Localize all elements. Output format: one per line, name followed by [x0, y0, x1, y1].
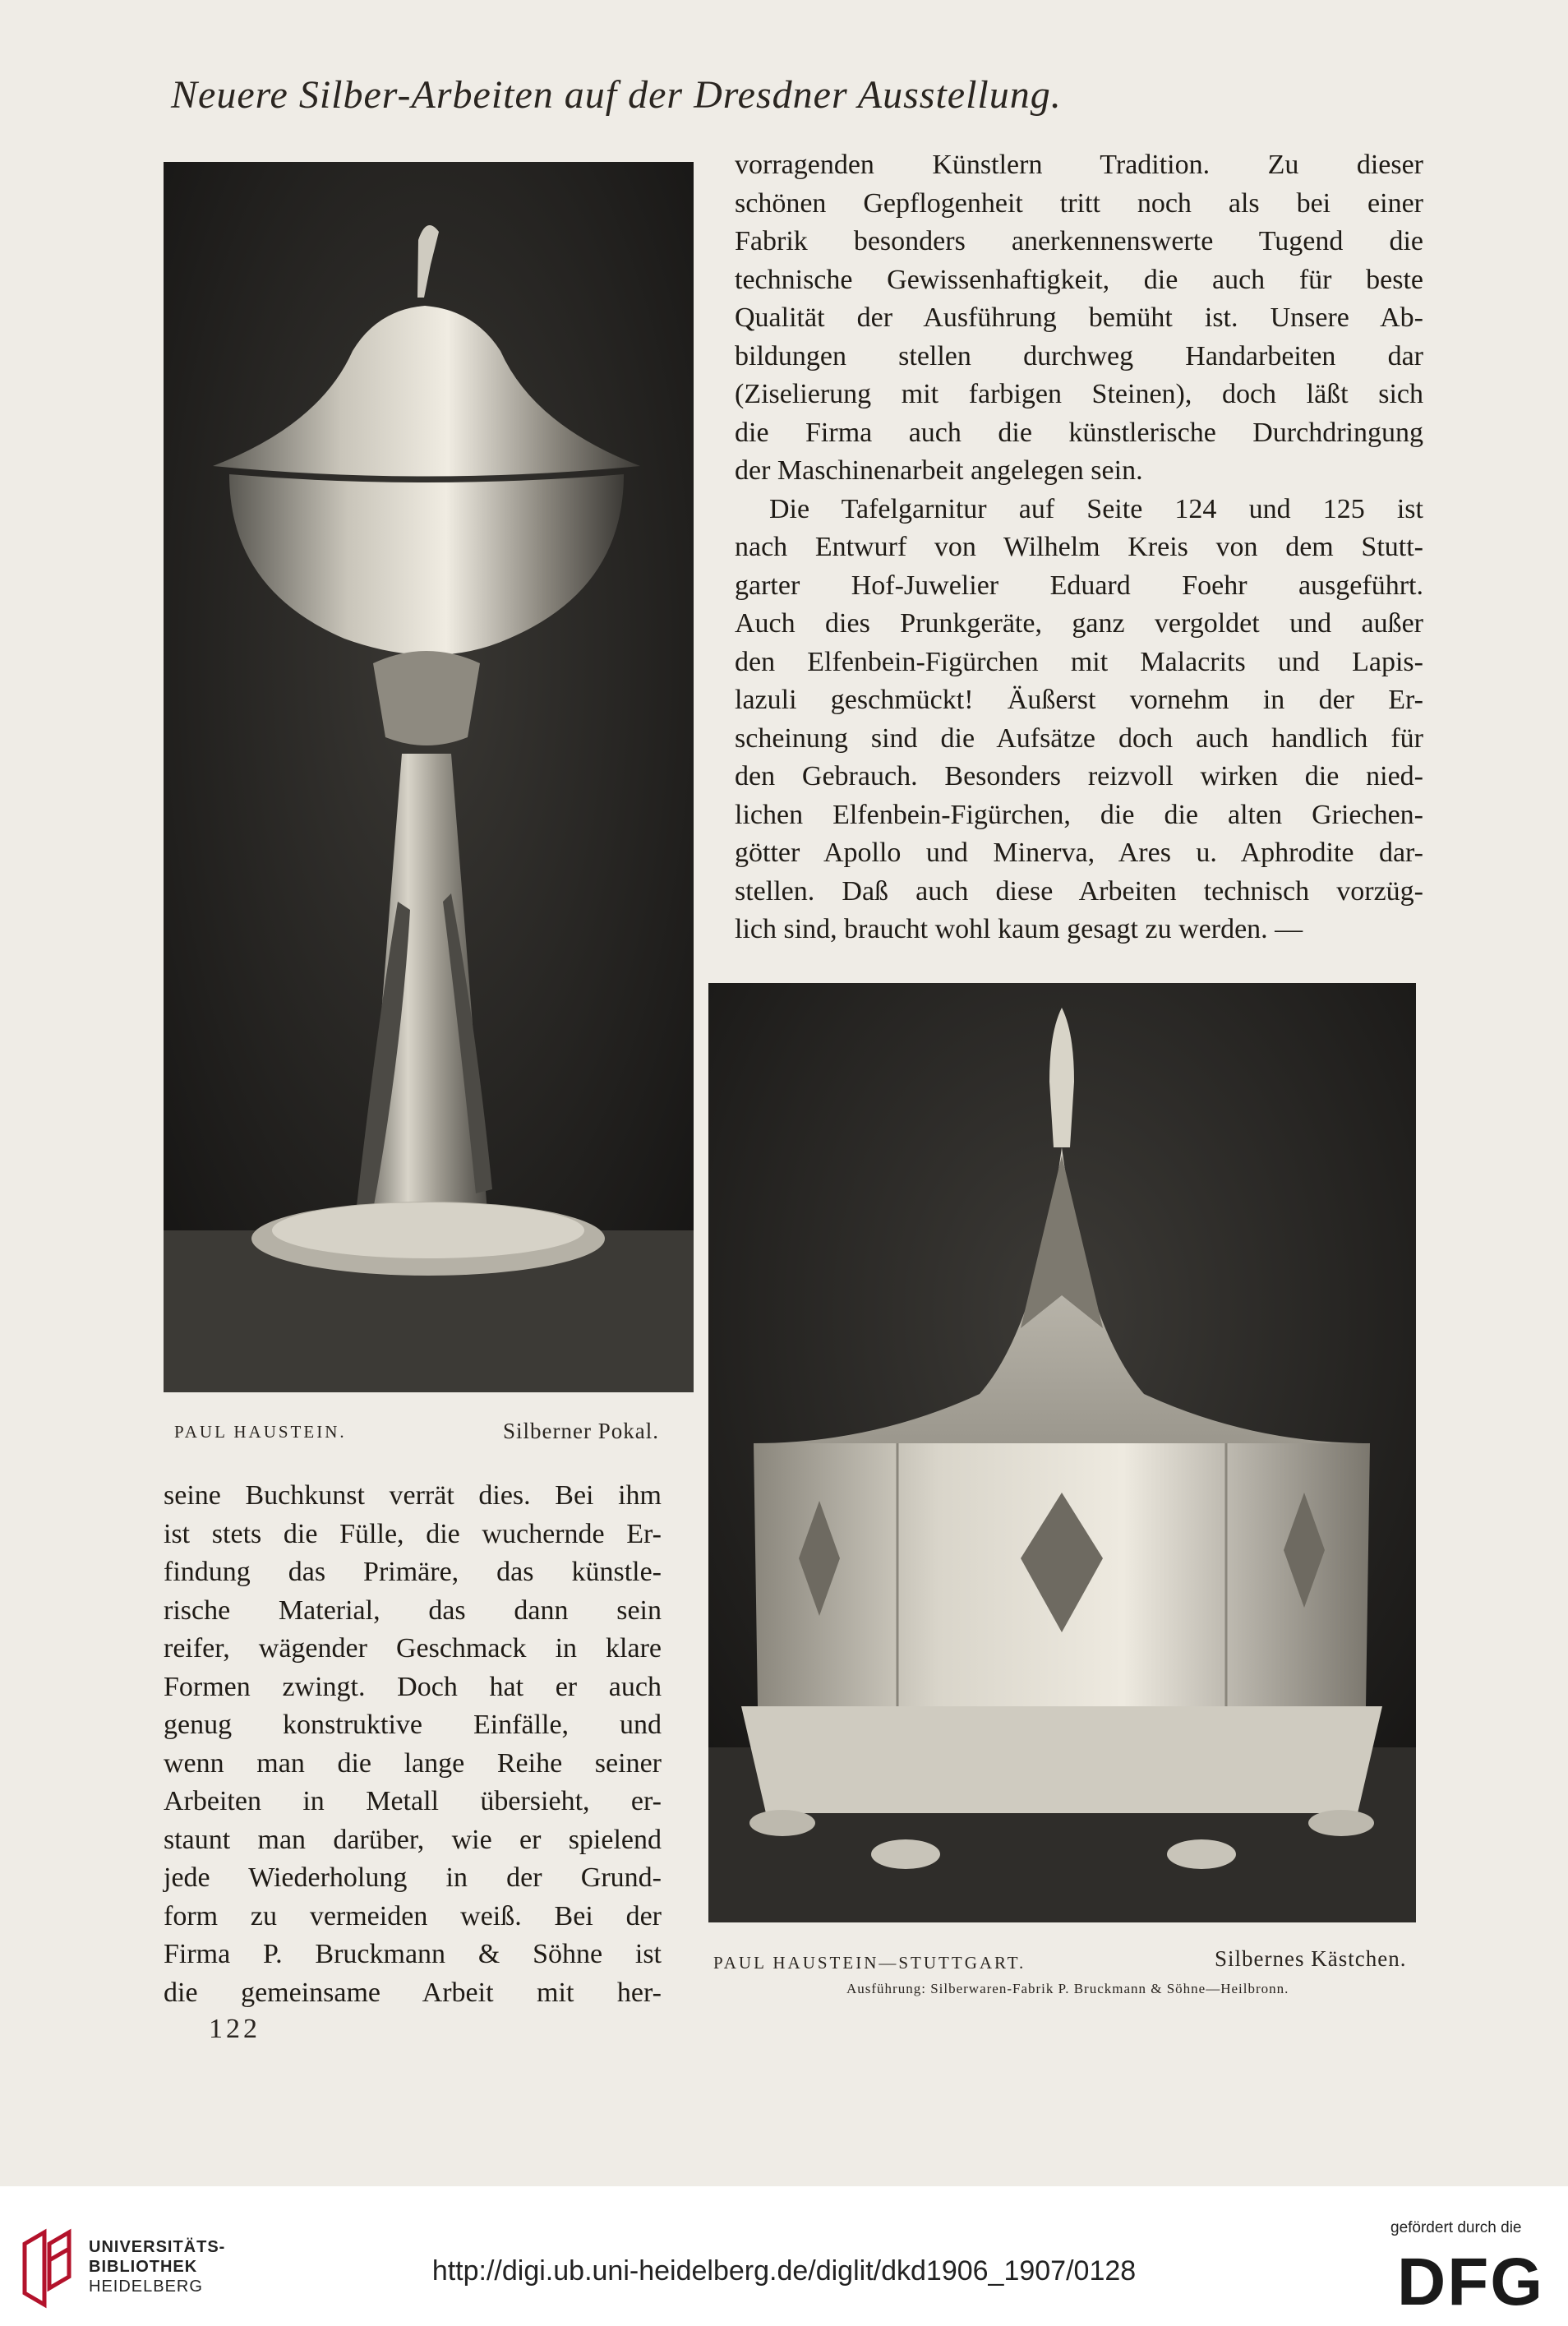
- right-column-line: Die Tafelgarnitur auf Seite 124 und 125 ist: [769, 493, 1423, 524]
- right-column-line: technische Gewissenhaftigkeit, die auch für beste: [735, 264, 1423, 295]
- right-column-line: lichen Elfenbein-Figürchen, die die alten Griechen-: [735, 799, 1423, 830]
- right-column-line: die Firma auch die künstlerische Durchdringung: [735, 417, 1423, 448]
- right-column-line: bildungen stellen durchweg Handarbeiten dar: [735, 340, 1423, 372]
- running-head: Neuere Silber-Arbeiten auf der Dresdner Ausstellung.: [171, 73, 1062, 117]
- goblet-caption-artist: PAUL HAUSTEIN.: [174, 1422, 347, 1442]
- library-name-line-1: UNIVERSITÄTS-: [89, 2238, 226, 2256]
- right-column-line: stellen. Daß auch diese Arbeiten technisch vorzüg-: [735, 875, 1423, 907]
- left-column-line: seine Buchkunst verrät dies. Bei ihm: [164, 1480, 662, 1511]
- library-name-line-3: HEIDELBERG: [89, 2278, 203, 2296]
- left-column-line: findung das Primäre, das künstle-: [164, 1557, 662, 1587]
- left-column-line: ist stets die Fülle, die wuchernde Er-: [164, 1518, 662, 1549]
- permalink-url[interactable]: http://digi.ub.uni-heidelberg.de/diglit/dkd1906_1907/0128: [431, 2255, 1137, 2287]
- left-column-line: genug konstruktive Einfälle, und: [164, 1710, 662, 1740]
- right-column-text: [735, 146, 1423, 949]
- funding-note: gefördert durch die: [1390, 2219, 1522, 2236]
- library-name-line-2: BIBLIOTHEK: [89, 2258, 198, 2276]
- right-column-line: den Gebrauch. Besonders reizvoll wirken die nied-: [735, 761, 1423, 791]
- right-column-line: der Maschinenarbeit angelegen sein.: [735, 455, 1143, 486]
- right-column-line: lich sind, braucht wohl kaum gesagt zu werden. —: [735, 914, 1303, 944]
- casket-caption-artist: PAUL HAUSTEIN—STUTTGART.: [713, 1953, 1026, 1973]
- left-column-line: Firma P. Bruckmann & Söhne ist: [164, 1939, 662, 1969]
- page-number: 122: [209, 2014, 261, 2044]
- right-column-line: Auch dies Prunkgeräte, ganz vergoldet und außer: [735, 608, 1423, 639]
- left-column-line: jede Wiederholung in der Grund-: [164, 1862, 662, 1893]
- left-column-line: staunt man darüber, wie er spielend: [164, 1824, 662, 1855]
- left-column-line: wenn man die lange Reihe seiner: [164, 1747, 662, 1779]
- right-column-line: schönen Gepflogenheit tritt noch als bei einer: [735, 187, 1423, 219]
- casket-photograph: [708, 983, 1416, 1922]
- left-column-line: die gemeinsame Arbeit mit her-: [164, 1977, 662, 2008]
- right-column-line: götter Apollo und Minerva, Ares u. Aphrodite dar-: [735, 838, 1423, 868]
- goblet-caption-title: Silberner Pokal.: [503, 1419, 659, 1443]
- goblet-photograph: [164, 162, 694, 1392]
- left-column-line: Arbeiten in Metall übersieht, er-: [164, 1786, 662, 1816]
- right-column-line: lazuli geschmückt! Äußerst vornehm in der Er-: [735, 685, 1423, 715]
- left-column-line: rische Material, das dann sein: [164, 1595, 662, 1626]
- right-column-line: den Elfenbein-Figürchen mit Malacrits und Lapis-: [735, 646, 1423, 677]
- right-column-line: Fabrik besonders anerkennenswerte Tugend die: [735, 226, 1423, 256]
- casket-caption-credit: Ausführung: Silberwaren-Fabrik P. Bruckmann & Söhne—Heilbronn.: [846, 1981, 1289, 1996]
- left-column-line: reifer, wägender Geschmack in klare: [164, 1633, 662, 1664]
- right-column-line: Qualität der Ausführung bemüht ist. Unsere Ab-: [735, 302, 1423, 333]
- left-column-text: [164, 1477, 662, 2012]
- right-column-line: nach Entwurf von Wilhelm Kreis von dem Stutt-: [735, 532, 1423, 562]
- dfg-logo: DFG: [1397, 2245, 1545, 2319]
- right-column-line: scheinung sind die Aufsätze doch auch handlich für: [735, 722, 1423, 754]
- left-column-line: form zu vermeiden weiß. Bei der: [164, 1900, 662, 1931]
- casket-caption-title: Silbernes Kästchen.: [1215, 1946, 1407, 1971]
- left-column-line: Formen zwingt. Doch hat er auch: [164, 1671, 662, 1702]
- right-column-line: vorragenden Künstlern Tradition. Zu dieser: [735, 150, 1423, 180]
- right-column-line: (Ziselierung mit farbigen Steinen), doch läßt sich: [735, 379, 1423, 409]
- digitization-footer: [0, 2186, 1568, 2326]
- right-column-line: garter Hof-Juwelier Eduard Foehr ausgeführt.: [735, 570, 1423, 601]
